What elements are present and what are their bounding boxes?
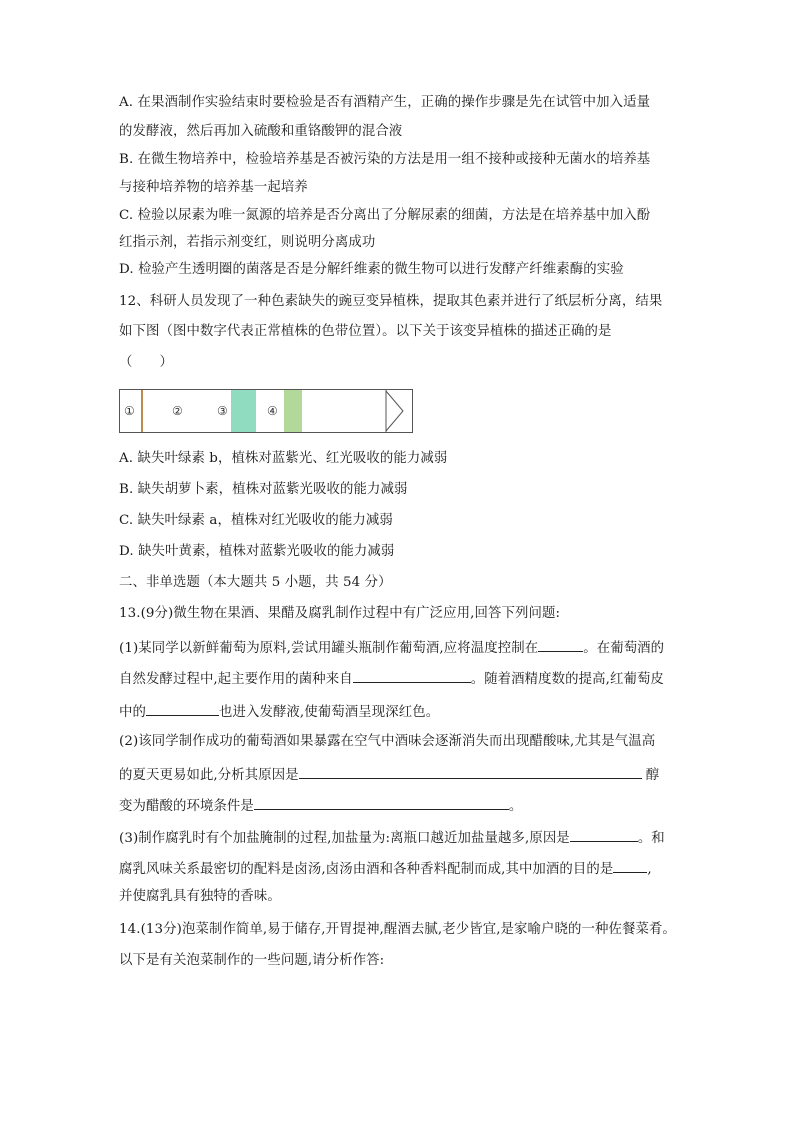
- q14-stem-line1: 14.(13分)泡菜制作简单,易于储存,开胃提神,醒酒去腻,老少皆宜,是家喻户晓的一种佐餐菜肴。: [119, 922, 676, 937]
- q13-part3-line3: 并使腐乳具有独特的香味。: [119, 889, 281, 904]
- q11-option-a-line1: A. 在果酒制作实验结束时要检验是否有酒精产生，正确的操作步骤是先在试管中加入适量: [119, 95, 651, 110]
- q11-option-a-line2: 的发酵液，然后再加入硫酸和重铬酸钾的混合液: [119, 124, 403, 139]
- q11-option-b-line2: 与接种培养物的培养基一起培养: [119, 180, 308, 195]
- answer-blank[interactable]: [613, 857, 647, 873]
- q11-option-c-line1: C. 检验以尿素为唯一氮源的培养是否分离出了分解尿素的细菌，方法是在培养基中加入酚: [119, 208, 651, 223]
- q12-answer-paren: （ ）: [119, 355, 173, 370]
- answer-blank[interactable]: [353, 667, 471, 683]
- q13-part1-line2: 自然发酵过程中,起主要作用的菌种来自 。随着酒精度数的提高,红葡萄皮: [119, 667, 664, 690]
- answer-blank[interactable]: [146, 700, 219, 716]
- answer-blank[interactable]: [538, 636, 583, 652]
- answer-blank[interactable]: [299, 763, 642, 779]
- q13-part2-line1: (2)该同学制作成功的葡萄酒如果暴露在空气中酒味会逐渐消失而出现醋酸味,尤其是气温高: [119, 734, 656, 749]
- q11-option-b-line1: B. 在微生物培养中，检验培养基是否被污染的方法是用一组不接种或接种无菌水的培养基: [119, 152, 651, 167]
- band-label-1: ①: [124, 404, 135, 418]
- q14-stem-line2: 以下是有关泡菜制作的一些问题,请分析作答:: [119, 953, 385, 968]
- q12-stem-line2: 如下图（图中数字代表正常植株的色带位置）。以下关于该变异植株的描述正确的是: [119, 324, 612, 339]
- band-label-2: ②: [172, 404, 183, 418]
- answer-blank[interactable]: [254, 794, 509, 810]
- chromatography-strip: [119, 389, 413, 433]
- q12-stem-line1: 12、科研人员发现了一种色素缺失的豌豆变异植株，提取其色素并进行了纸层析分离，结果: [119, 294, 663, 309]
- q13-part3-line1: (3)制作腐乳时有个加盐腌制的过程,加盐量为:离瓶口越近加盐量越多,原因是 。和: [119, 826, 665, 849]
- q11-option-c-line2: 红指示剂，若指示剂变红，则说明分离成功: [119, 235, 376, 250]
- q13-part2-line3: 变为醋酸的环境条件是 。: [119, 794, 522, 817]
- q13-part2-line2: 的夏天更易如此,分析其原因是 醇: [119, 763, 659, 786]
- band-label-3: ③: [217, 404, 228, 418]
- q13-part3-line2: 腐乳风味关系最密切的配料是卤汤,卤汤由酒和各种香料配制而成,其中加酒的目的是 ,: [119, 857, 652, 880]
- q12-option-b: B. 缺失胡萝卜素，植株对蓝紫光吸收的能力减弱: [119, 482, 408, 497]
- band-label-4: ④: [267, 404, 278, 418]
- q11-option-d: D. 检验产生透明圈的菌落是否是分解纤维素的微生物可以进行发酵产纤维素酶的实验: [119, 262, 624, 277]
- q12-option-a: A. 缺失叶绿素 b，植株对蓝紫光、红光吸收的能力减弱: [119, 451, 448, 466]
- q13-part1-line1: (1)某同学以新鲜葡萄为原料,尝试用罐头瓶制作葡萄酒,应将温度控制在 。在葡萄酒的: [119, 636, 664, 659]
- section-2-heading: 二、非单选题（本大题共 5 小题，共 54 分）: [119, 575, 392, 590]
- q13-part1-line3: 中的 也进入发酵液,使葡萄酒呈现深红色。: [119, 700, 439, 723]
- q13-intro: 13.(9分)微生物在果酒、果醋及腐乳制作过程中有广泛应用,回答下列问题:: [119, 606, 561, 621]
- q12-option-d: D. 缺失叶黄素，植株对蓝紫光吸收的能力减弱: [119, 544, 395, 559]
- q12-option-c: C. 缺失叶绿素 a，植株对红光吸收的能力减弱: [119, 513, 393, 528]
- answer-blank[interactable]: [570, 826, 638, 842]
- strip-arrow-tip: [120, 390, 414, 434]
